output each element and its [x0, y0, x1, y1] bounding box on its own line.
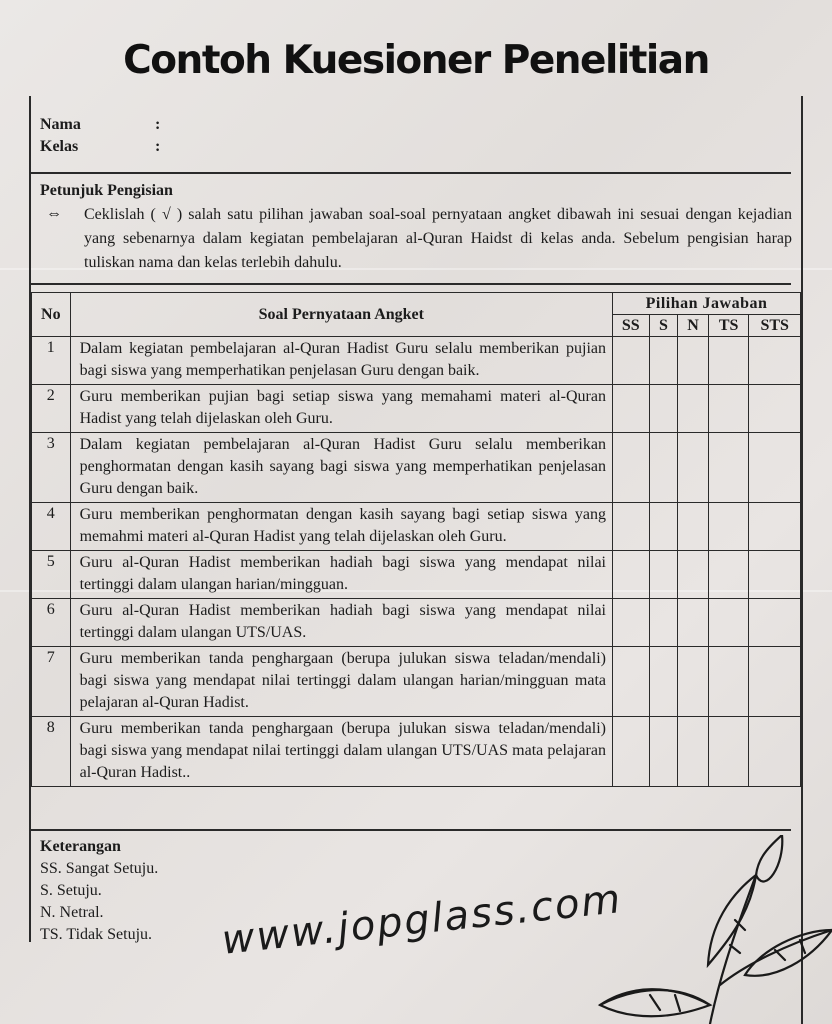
row-number: 5 [32, 551, 71, 599]
answer-cell-n[interactable] [678, 433, 709, 503]
table-row [32, 385, 801, 433]
header-soal: Soal Pernyataan Angket [70, 293, 612, 337]
row-number: 6 [32, 599, 71, 647]
row-number: 4 [32, 503, 71, 551]
table-row [32, 433, 801, 503]
page-title: Contoh Kuesioner Penelitian [123, 38, 709, 83]
keterangan-item: SS. Sangat Setuju. [40, 860, 159, 877]
kelas-colon: : [155, 138, 161, 155]
row-statement: Guru al-Quran Hadist memberikan hadiah bagi siswa yang mendapat nilai tertinggi dalam ulangan UTS/UAS. [70, 599, 612, 647]
table-row [32, 503, 801, 551]
answer-cell-ts[interactable] [708, 433, 749, 503]
answer-cell-n[interactable] [678, 717, 709, 787]
answer-cell-ts[interactable] [708, 599, 749, 647]
answer-cell-sts[interactable] [749, 647, 801, 717]
answer-cell-n[interactable] [678, 385, 709, 433]
row-statement: Guru memberikan pujian bagi setiap siswa yang memahami materi al-Quran Hadist yang telah dijelaskan oleh Guru. [70, 385, 612, 433]
nama-colon: : [155, 116, 161, 133]
watermark-url: www.jopglass.com [219, 876, 625, 964]
option-header-ts: TS [708, 315, 749, 337]
answer-cell-s[interactable] [649, 551, 678, 599]
answer-cell-ts[interactable] [708, 717, 749, 787]
row-number: 2 [32, 385, 71, 433]
answer-cell-ss[interactable] [612, 337, 649, 385]
table-row [32, 717, 801, 787]
table-row [32, 337, 801, 385]
row-statement: Guru memberikan tanda penghargaan (berupa julukan siswa teladan/mendali) bagi siswa yang mendapat nilai tertinggi dalam ulangan harian/mingguan mata pelajaran al-Quran Hadist. [70, 647, 612, 717]
divider [29, 829, 791, 831]
answer-cell-ts[interactable] [708, 551, 749, 599]
keterangan-item: TS. Tidak Setuju. [40, 926, 153, 943]
answer-cell-sts[interactable] [749, 503, 801, 551]
petunjuk-text: Ceklislah ( √ ) salah satu pilihan jawaban soal-soal pernyataan angket dibawah ini sesuai dengan kejadian yang sebenarnya dalam kegiatan pembelajaran al-Quran Haidst di kelas anda. Sebelum pengisian harap tuliskan nama dan kelas terlebih dahulu. [84, 206, 792, 271]
keterangan-heading: Keterangan [40, 838, 121, 855]
answer-cell-s[interactable] [649, 599, 678, 647]
row-number: 8 [32, 717, 71, 787]
option-header-sts: STS [749, 315, 801, 337]
answer-cell-ss[interactable] [612, 433, 649, 503]
answer-cell-n[interactable] [678, 503, 709, 551]
answer-cell-sts[interactable] [749, 599, 801, 647]
option-header-s: S [649, 315, 678, 337]
divider [29, 283, 791, 285]
questionnaire-table [31, 292, 801, 787]
answer-cell-sts[interactable] [749, 337, 801, 385]
row-statement: Guru al-Quran Hadist memberikan hadiah bagi siswa yang mendapat nilai tertinggi dalam ulangan harian/mingguan. [70, 551, 612, 599]
answer-cell-ss[interactable] [612, 385, 649, 433]
row-number: 1 [32, 337, 71, 385]
leaf-icon [560, 835, 832, 1024]
answer-cell-ss[interactable] [612, 503, 649, 551]
row-number: 7 [32, 647, 71, 717]
answer-cell-sts[interactable] [749, 551, 801, 599]
double-arrow-icon: ⇔ [46, 205, 62, 222]
table-row [32, 647, 801, 717]
keterangan-item: N. Netral. [40, 904, 104, 921]
kelas-label: Kelas [40, 138, 79, 155]
answer-cell-ts[interactable] [708, 647, 749, 717]
answer-cell-sts[interactable] [749, 717, 801, 787]
row-statement: Dalam kegiatan pembelajaran al-Quran Hadist Guru selalu memberikan penghormatan dengan kasih sayang bagi siswa yang memperhatikan penjelasan Guru dengan baik. [70, 433, 612, 503]
table-row [32, 551, 801, 599]
nama-label: Nama [40, 116, 81, 133]
answer-cell-n[interactable] [678, 551, 709, 599]
answer-cell-ts[interactable] [708, 385, 749, 433]
header-no: No [32, 293, 71, 337]
answer-cell-ss[interactable] [612, 551, 649, 599]
answer-cell-s[interactable] [649, 385, 678, 433]
answer-cell-s[interactable] [649, 337, 678, 385]
answer-cell-sts[interactable] [749, 433, 801, 503]
answer-cell-s[interactable] [649, 647, 678, 717]
answer-cell-ss[interactable] [612, 647, 649, 717]
table-row [32, 599, 801, 647]
option-header-ss: SS [612, 315, 649, 337]
row-number: 3 [32, 433, 71, 503]
row-statement: Dalam kegiatan pembelajaran al-Quran Hadist Guru selalu memberikan pujian bagi siswa yang memperhatikan penjelasan Guru dengan baik. [70, 337, 612, 385]
answer-cell-sts[interactable] [749, 385, 801, 433]
answer-cell-s[interactable] [649, 503, 678, 551]
header-pilihan: Pilihan Jawaban [612, 293, 800, 315]
answer-cell-n[interactable] [678, 337, 709, 385]
row-statement: Guru memberikan tanda penghargaan (berupa julukan siswa teladan/mendali) bagi siswa yang mendapat nilai tertinggi dalam ulangan UTS/UAS mata pelajaran al-Quran Hadist.. [70, 717, 612, 787]
answer-cell-s[interactable] [649, 433, 678, 503]
answer-cell-ts[interactable] [708, 337, 749, 385]
answer-cell-ss[interactable] [612, 717, 649, 787]
option-header-n: N [678, 315, 709, 337]
answer-cell-ss[interactable] [612, 599, 649, 647]
answer-cell-n[interactable] [678, 599, 709, 647]
petunjuk-heading: Petunjuk Pengisian [40, 182, 173, 199]
answer-cell-ts[interactable] [708, 503, 749, 551]
keterangan-item: S. Setuju. [40, 882, 102, 899]
row-statement: Guru memberikan penghormatan dengan kasih sayang bagi setiap siswa yang memahmi materi al-Quran Hadist yang telah dijelaskan oleh Guru. [70, 503, 612, 551]
divider [29, 172, 791, 174]
answer-cell-s[interactable] [649, 717, 678, 787]
answer-cell-n[interactable] [678, 647, 709, 717]
